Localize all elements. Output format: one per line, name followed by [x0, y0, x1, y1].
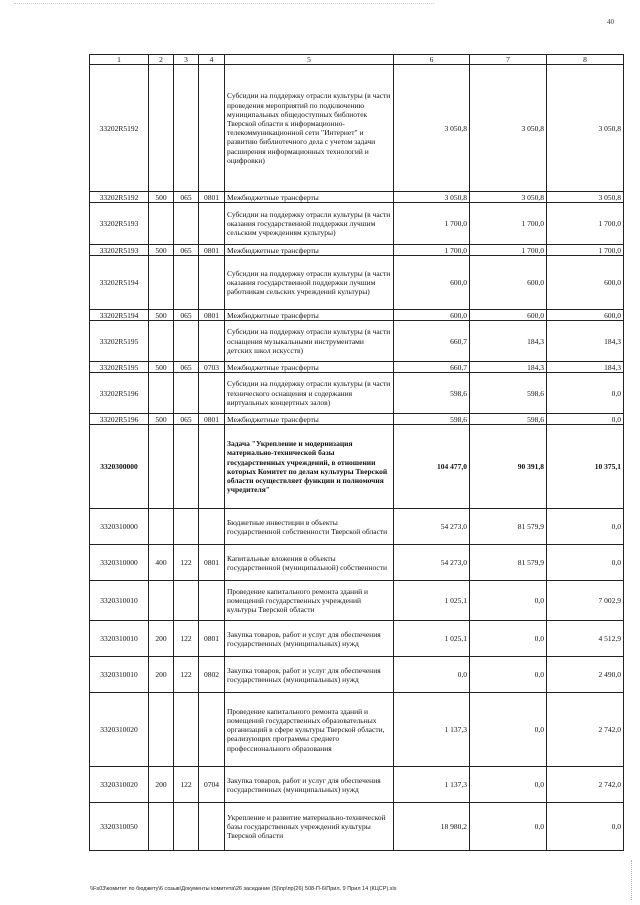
- amount-year3-cell: 0,0: [547, 414, 624, 425]
- amount-year1-cell: 660,7: [394, 321, 470, 362]
- expense-type-cell: [149, 693, 174, 767]
- ministry-code-cell: 122: [174, 545, 199, 581]
- amount-year2-cell: 81 579,9: [470, 509, 547, 545]
- budget-code-cell: 33202R5196: [90, 414, 149, 425]
- table-row: [90, 245, 624, 256]
- amount-year3-cell: 184,3: [547, 321, 624, 362]
- section-code-cell: 0802: [199, 657, 225, 693]
- ministry-code-cell: [174, 803, 199, 851]
- amount-year1-cell: 598,6: [394, 373, 470, 414]
- amount-year2-cell: 0,0: [470, 621, 547, 657]
- section-code-cell: [199, 321, 225, 362]
- header-cell: 6: [394, 55, 470, 65]
- header-cell: 3: [174, 55, 199, 65]
- description-cell: Межбюджетные трансферты: [225, 310, 394, 321]
- budget-code-cell: 3320310000: [90, 509, 149, 545]
- description-cell: Проведение капитального ремонта зданий и помещений государственных образовательных организаций в сфере культуры Тверской области, реализующих программы среднего профессионального образования: [225, 693, 394, 767]
- description-cell: Субсидии на поддержку отрасли культуры (в части оснащения музыкальными инструментами детских школ искусств): [225, 321, 394, 362]
- amount-year1-cell: 0,0: [394, 657, 470, 693]
- ministry-code-cell: [174, 203, 199, 245]
- amount-year1-cell: 660,7: [394, 362, 470, 373]
- amount-year1-cell: 1 137,3: [394, 767, 470, 803]
- amount-year1-cell: 54 273,0: [394, 545, 470, 581]
- table-row: [90, 509, 624, 545]
- table-row: [90, 693, 624, 767]
- table-row: [90, 203, 624, 245]
- ministry-code-cell: [174, 321, 199, 362]
- ministry-code-cell: [174, 256, 199, 310]
- amount-year3-cell: 0,0: [547, 545, 624, 581]
- table-row: [90, 803, 624, 851]
- amount-year2-cell: 81 579,9: [470, 545, 547, 581]
- ministry-code-cell: 065: [174, 192, 199, 203]
- budget-code-cell: 3320310050: [90, 803, 149, 851]
- description-cell: Бюджетные инвестиции в объекты государственной собственности Тверской области: [225, 509, 394, 545]
- amount-year2-cell: 1 700,0: [470, 203, 547, 245]
- table-row: [90, 425, 624, 509]
- budget-code-cell: 3320310010: [90, 621, 149, 657]
- description-cell: Капитальные вложения в объекты государственной (муниципальной) собственности: [225, 545, 394, 581]
- amount-year2-cell: 600,0: [470, 256, 547, 310]
- amount-year3-cell: 2 490,0: [547, 657, 624, 693]
- table-row: [90, 362, 624, 373]
- table-row: [90, 657, 624, 693]
- amount-year2-cell: 3 050,8: [470, 65, 547, 192]
- amount-year2-cell: 600,0: [470, 310, 547, 321]
- amount-year1-cell: 600,0: [394, 310, 470, 321]
- ministry-code-cell: [174, 425, 199, 509]
- budget-code-cell: 33202R5193: [90, 203, 149, 245]
- ministry-code-cell: 065: [174, 245, 199, 256]
- page-number: 40: [607, 18, 614, 26]
- expense-type-cell: [149, 581, 174, 621]
- amount-year1-cell: 1 700,0: [394, 245, 470, 256]
- amount-year3-cell: 0,0: [547, 509, 624, 545]
- expense-type-cell: 200: [149, 621, 174, 657]
- section-code-cell: 0704: [199, 767, 225, 803]
- amount-year3-cell: 184,3: [547, 362, 624, 373]
- section-code-cell: 0703: [199, 362, 225, 373]
- expense-type-cell: [149, 373, 174, 414]
- header-cell: 1: [90, 55, 149, 65]
- header-cell: 4: [199, 55, 225, 65]
- scan-artifact-top: [14, 3, 434, 6]
- amount-year1-cell: 3 050,8: [394, 65, 470, 192]
- expense-type-cell: [149, 321, 174, 362]
- budget-code-cell: 33202R5194: [90, 310, 149, 321]
- table-row: [90, 414, 624, 425]
- expense-type-cell: 500: [149, 362, 174, 373]
- section-code-cell: 0801: [199, 414, 225, 425]
- description-cell: Межбюджетные трансферты: [225, 192, 394, 203]
- expense-type-cell: 200: [149, 767, 174, 803]
- ministry-code-cell: [174, 65, 199, 192]
- expense-type-cell: 500: [149, 192, 174, 203]
- expense-type-cell: [149, 256, 174, 310]
- table-row: [90, 65, 624, 192]
- section-code-cell: 0801: [199, 310, 225, 321]
- expense-type-cell: [149, 803, 174, 851]
- section-code-cell: [199, 203, 225, 245]
- amount-year2-cell: 0,0: [470, 767, 547, 803]
- section-code-cell: 0801: [199, 545, 225, 581]
- ministry-code-cell: 065: [174, 362, 199, 373]
- amount-year3-cell: 3 050,8: [547, 192, 624, 203]
- amount-year1-cell: 600,0: [394, 256, 470, 310]
- description-cell: Проведение капитального ремонта зданий и помещений государственных учреждений культуры Тверской области: [225, 581, 394, 621]
- section-code-cell: 0801: [199, 621, 225, 657]
- amount-year2-cell: 3 050,8: [470, 192, 547, 203]
- amount-year3-cell: 7 002,9: [547, 581, 624, 621]
- ministry-code-cell: [174, 581, 199, 621]
- ministry-code-cell: 122: [174, 767, 199, 803]
- amount-year2-cell: 0,0: [470, 581, 547, 621]
- amount-year3-cell: 10 375,1: [547, 425, 624, 509]
- expense-type-cell: [149, 509, 174, 545]
- section-code-cell: [199, 693, 225, 767]
- header-cell: 8: [547, 55, 624, 65]
- amount-year2-cell: 598,6: [470, 373, 547, 414]
- expense-type-cell: 200: [149, 657, 174, 693]
- table-row: [90, 545, 624, 581]
- amount-year2-cell: 0,0: [470, 657, 547, 693]
- ministry-code-cell: 122: [174, 657, 199, 693]
- budget-table-container: [89, 54, 623, 851]
- description-cell: Субсидии на поддержку отрасли культуры (в части оказания государственной поддержки лучшим работникам сельских учреждений культуры): [225, 256, 394, 310]
- description-cell: Укрепление и развитие материально-технической базы государственных учреждений культуры Тверской области: [225, 803, 394, 851]
- section-code-cell: [199, 256, 225, 310]
- amount-year1-cell: 1 025,1: [394, 581, 470, 621]
- ministry-code-cell: 065: [174, 310, 199, 321]
- expense-type-cell: 500: [149, 414, 174, 425]
- budget-code-cell: 33202R5195: [90, 362, 149, 373]
- description-cell: Межбюджетные трансферты: [225, 414, 394, 425]
- section-code-cell: [199, 581, 225, 621]
- amount-year1-cell: 54 273,0: [394, 509, 470, 545]
- amount-year1-cell: 1 700,0: [394, 203, 470, 245]
- amount-year1-cell: 104 477,0: [394, 425, 470, 509]
- table-row: [90, 581, 624, 621]
- section-code-cell: 0801: [199, 245, 225, 256]
- section-code-cell: [199, 509, 225, 545]
- description-cell: Межбюджетные трансферты: [225, 245, 394, 256]
- amount-year1-cell: 1 137,3: [394, 693, 470, 767]
- budget-code-cell: 3320310000: [90, 545, 149, 581]
- amount-year3-cell: 1 700,0: [547, 203, 624, 245]
- amount-year3-cell: 2 742,0: [547, 767, 624, 803]
- section-code-cell: [199, 425, 225, 509]
- amount-year2-cell: 1 700,0: [470, 245, 547, 256]
- amount-year3-cell: 600,0: [547, 310, 624, 321]
- amount-year3-cell: 1 700,0: [547, 245, 624, 256]
- table-header-row: [90, 55, 624, 65]
- amount-year2-cell: 184,3: [470, 321, 547, 362]
- description-cell: Закупка товаров, работ и услуг для обеспечения государственных (муниципальных) нужд: [225, 767, 394, 803]
- ministry-code-cell: 122: [174, 621, 199, 657]
- amount-year2-cell: 184,3: [470, 362, 547, 373]
- ministry-code-cell: 065: [174, 414, 199, 425]
- table-row: [90, 321, 624, 362]
- description-cell: Закупка товаров, работ и услуг для обеспечения государственных (муниципальных) нужд: [225, 621, 394, 657]
- expense-type-cell: 500: [149, 310, 174, 321]
- table-row: [90, 621, 624, 657]
- expense-type-cell: 400: [149, 545, 174, 581]
- file-path-footer: \\Fs03\комитет по бюджету\6 созыв\Документы комитета\26 заседание (5)\пр\пр(26) 508-П-6\Прил. 9 Прил 14 (КЦСР).xls: [90, 886, 397, 892]
- budget-code-cell: 33202R5192: [90, 65, 149, 192]
- description-cell: Закупка товаров, работ и услуг для обеспечения государственных (муниципальных) нужд: [225, 657, 394, 693]
- description-cell: Задача "Укрепление и модернизация материально-технической базы государственных учреждений, в отношении которых Комитет по делам культуры Тверской области осуществляет функции и полномочия учредителя": [225, 425, 394, 509]
- description-cell: Субсидии на поддержку отрасли культуры (в части проведения мероприятий по подключению муниципальных общедоступных библиотек Тверской области к информационно-телекоммуникационной сети "Интернет" и развитию библиотечного дела с учетом задачи расширения информационных технологий и оцифровки): [225, 65, 394, 192]
- table-row: [90, 192, 624, 203]
- amount-year1-cell: 598,6: [394, 414, 470, 425]
- description-cell: Субсидии на поддержку отрасли культуры (в части технического оснащения и содержания виртуальных концертных залов): [225, 373, 394, 414]
- expense-type-cell: [149, 203, 174, 245]
- amount-year1-cell: 18 980,2: [394, 803, 470, 851]
- budget-code-cell: 33202R5194: [90, 256, 149, 310]
- table-row: [90, 373, 624, 414]
- amount-year2-cell: 0,0: [470, 693, 547, 767]
- header-cell: 7: [470, 55, 547, 65]
- table-row: [90, 767, 624, 803]
- amount-year2-cell: 598,6: [470, 414, 547, 425]
- budget-code-cell: 3320310010: [90, 581, 149, 621]
- section-code-cell: [199, 65, 225, 192]
- table-row: [90, 310, 624, 321]
- budget-code-cell: 33202R5195: [90, 321, 149, 362]
- header-cell: 5: [225, 55, 394, 65]
- amount-year3-cell: 2 742,0: [547, 693, 624, 767]
- amount-year1-cell: 3 050,8: [394, 192, 470, 203]
- budget-code-cell: 3320310020: [90, 767, 149, 803]
- amount-year3-cell: 3 050,8: [547, 65, 624, 192]
- budget-table: [89, 54, 624, 851]
- budget-code-cell: 33202R5192: [90, 192, 149, 203]
- header-cell: 2: [149, 55, 174, 65]
- expense-type-cell: [149, 65, 174, 192]
- ministry-code-cell: [174, 373, 199, 414]
- expense-type-cell: [149, 425, 174, 509]
- scan-artifact-edge: [631, 860, 636, 900]
- amount-year3-cell: 600,0: [547, 256, 624, 310]
- description-cell: Субсидии на поддержку отрасли культуры (в части оказания государственной поддержки лучшим сельским учреждениям культуры): [225, 203, 394, 245]
- budget-code-cell: 3320300000: [90, 425, 149, 509]
- amount-year2-cell: 90 391,8: [470, 425, 547, 509]
- expense-type-cell: 500: [149, 245, 174, 256]
- section-code-cell: 0801: [199, 192, 225, 203]
- table-row: [90, 256, 624, 310]
- ministry-code-cell: [174, 509, 199, 545]
- amount-year3-cell: 0,0: [547, 803, 624, 851]
- amount-year3-cell: 4 512,9: [547, 621, 624, 657]
- amount-year2-cell: 0,0: [470, 803, 547, 851]
- budget-code-cell: 33202R5196: [90, 373, 149, 414]
- section-code-cell: [199, 803, 225, 851]
- ministry-code-cell: [174, 693, 199, 767]
- amount-year3-cell: 0,0: [547, 373, 624, 414]
- amount-year1-cell: 1 025,1: [394, 621, 470, 657]
- description-cell: Межбюджетные трансферты: [225, 362, 394, 373]
- budget-code-cell: 33202R5193: [90, 245, 149, 256]
- budget-code-cell: 3320310020: [90, 693, 149, 767]
- section-code-cell: [199, 373, 225, 414]
- budget-code-cell: 3320310010: [90, 657, 149, 693]
